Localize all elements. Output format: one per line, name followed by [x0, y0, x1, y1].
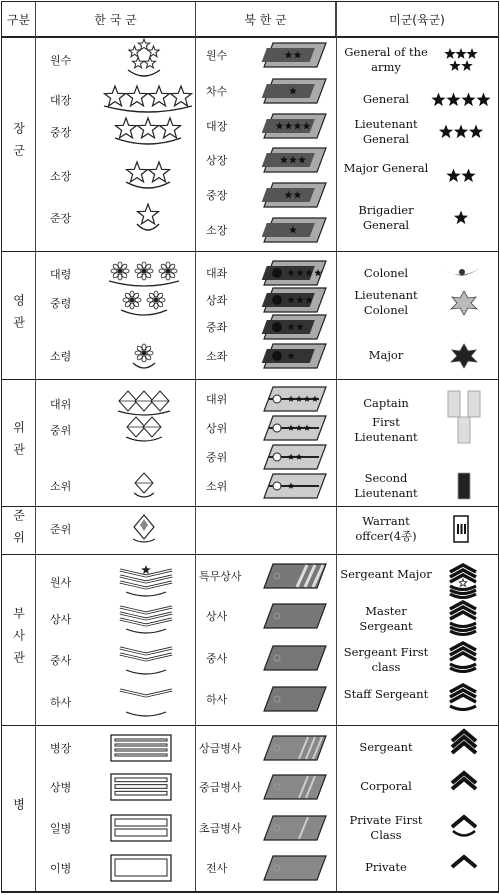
south-korea-rank-insignia	[110, 854, 172, 882]
south-korea-rank-label: 원수	[50, 54, 72, 67]
us-rank-insignia	[449, 342, 479, 370]
north-korea-rank-label: 상위	[206, 422, 228, 435]
us-rank-label: Private First Class	[349, 813, 423, 842]
us-rank-label: Captain	[363, 396, 409, 410]
north-korea-rank-label: 중급병사	[199, 781, 242, 794]
us-rank-label: Second Lieutenant	[354, 471, 418, 500]
south-korea-rank-label: 중장	[50, 126, 72, 139]
south-korea-rank-insignia	[100, 84, 196, 116]
south-korea-rank-label: 대장	[50, 94, 72, 107]
north-korea-rank-label: 소위	[206, 480, 228, 493]
north-korea-rank-insignia	[263, 78, 327, 104]
us-rank-insignia	[449, 289, 479, 317]
us-rank-insignia	[442, 264, 482, 284]
us-rank-insignia	[448, 566, 478, 598]
north-korea-rank-insignia	[263, 217, 327, 243]
us-rank-insignia	[428, 204, 494, 232]
us-rank-label: General	[362, 92, 410, 106]
north-korea-rank-insignia	[263, 314, 327, 340]
north-korea-rank-insignia	[263, 386, 327, 412]
us-rank-insignia	[444, 390, 484, 418]
north-korea-rank-label: 중장	[206, 189, 228, 202]
south-korea-rank-label: 상병	[50, 781, 72, 794]
north-korea-rank-insignia	[263, 343, 327, 369]
south-korea-rank-insignia	[122, 160, 174, 192]
us-rank-insignia	[450, 736, 478, 760]
south-korea-rank-label: 대위	[50, 398, 72, 411]
us-rank-label: Sergeant	[359, 740, 413, 754]
north-korea-rank-insignia	[263, 147, 327, 173]
us-rank-insignia	[453, 515, 469, 543]
north-korea-rank-label: 초급병사	[199, 822, 242, 835]
south-korea-rank-label: 중사	[50, 654, 72, 667]
us-rank-insignia	[428, 46, 494, 74]
south-korea-rank-label: 소장	[50, 170, 72, 183]
north-korea-rank-insignia	[263, 563, 327, 589]
south-korea-rank-insignia	[133, 202, 163, 234]
north-korea-rank-insignia	[263, 260, 327, 286]
north-korea-rank-label: 상좌	[206, 294, 228, 307]
us-rank-label: Lieutenant General	[354, 117, 418, 146]
south-korea-rank-insignia	[127, 341, 161, 371]
north-korea-rank-label: 전사	[206, 862, 228, 875]
us-rank-label: Master Sergeant	[359, 604, 413, 633]
us-rank-insignia	[428, 162, 494, 190]
us-rank-label: Private	[365, 860, 407, 874]
us-rank-insignia	[444, 416, 484, 444]
south-korea-rank-insignia	[116, 644, 176, 676]
us-rank-insignia	[450, 816, 478, 840]
section-category-label: 부사관	[11, 607, 26, 673]
section-category-label: 장군	[11, 121, 26, 166]
south-korea-rank-label: 중령	[50, 297, 72, 310]
south-korea-rank-label: 준장	[50, 212, 72, 225]
south-korea-rank-insignia	[111, 116, 185, 148]
north-korea-rank-insignia	[263, 444, 327, 470]
north-korea-rank-insignia	[263, 603, 327, 629]
south-korea-rank-label: 소령	[50, 350, 72, 363]
north-korea-rank-insignia	[263, 42, 327, 68]
us-rank-label: Corporal	[360, 779, 412, 793]
us-rank-insignia	[428, 118, 494, 146]
section-category-label: 위관	[11, 421, 26, 465]
north-korea-rank-insignia	[263, 815, 327, 841]
south-korea-rank-insignia	[120, 415, 168, 445]
us-rank-insignia	[444, 472, 484, 500]
section-category-label: 준위	[11, 508, 26, 553]
section-category-label: 영관	[11, 293, 26, 338]
south-korea-rank-label: 대령	[50, 268, 72, 281]
north-korea-rank-insignia	[263, 855, 327, 881]
us-rank-label: General of the army	[344, 45, 428, 74]
north-korea-rank-label: 대위	[206, 393, 228, 406]
north-korea-rank-insignia	[263, 686, 327, 712]
north-korea-rank-insignia	[263, 182, 327, 208]
south-korea-rank-insignia	[110, 814, 172, 842]
us-rank-insignia	[428, 86, 494, 114]
north-korea-rank-label: 차수	[206, 85, 228, 98]
south-korea-rank-insignia	[103, 259, 185, 289]
south-korea-rank-label: 하사	[50, 696, 72, 709]
us-rank-insignia	[450, 775, 478, 799]
rank-comparison-table	[1, 1, 499, 893]
north-korea-rank-label: 특무상사	[199, 570, 242, 583]
north-korea-rank-insignia	[263, 287, 327, 313]
south-korea-rank-label: 중위	[50, 424, 72, 437]
header-row	[2, 2, 498, 38]
south-korea-rank-insignia	[110, 734, 172, 762]
header-south-korea: 한 국 군	[36, 2, 196, 36]
north-korea-rank-label: 대장	[206, 120, 228, 133]
north-korea-rank-label: 중위	[206, 451, 228, 464]
south-korea-rank-label: 준위	[50, 523, 72, 536]
south-korea-rank-label: 병장	[50, 742, 72, 755]
us-rank-label: First Lieutenant	[354, 415, 418, 444]
north-korea-rank-insignia	[263, 113, 327, 139]
us-rank-insignia	[448, 603, 478, 635]
south-korea-rank-insignia	[130, 513, 158, 545]
north-korea-rank-insignia	[263, 735, 327, 761]
north-korea-rank-label: 소장	[206, 224, 228, 237]
us-rank-label: Sergeant First class	[343, 645, 429, 674]
north-korea-rank-label: 상장	[206, 154, 228, 167]
us-rank-insignia	[450, 856, 478, 880]
north-korea-rank-insignia	[263, 645, 327, 671]
header-north-korea: 북 한 군	[196, 2, 336, 36]
north-korea-rank-insignia	[263, 774, 327, 800]
south-korea-rank-label: 원사	[50, 576, 72, 589]
south-korea-rank-insignia	[116, 603, 176, 635]
header-category: 구분	[2, 2, 36, 36]
us-rank-label: Brigadier General	[358, 203, 414, 232]
south-korea-rank-label: 소위	[50, 480, 72, 493]
north-korea-rank-label: 중사	[206, 652, 228, 665]
north-korea-rank-label: 하사	[206, 693, 228, 706]
south-korea-rank-label: 이병	[50, 862, 72, 875]
south-korea-rank-insignia	[122, 40, 166, 80]
south-korea-rank-insignia	[128, 471, 160, 501]
north-korea-rank-label: 상급병사	[199, 742, 242, 755]
south-korea-rank-label: 상사	[50, 613, 72, 626]
south-korea-rank-label: 일병	[50, 822, 72, 835]
us-rank-label: Staff Sergeant	[343, 687, 429, 701]
us-rank-label: Colonel	[363, 266, 409, 280]
south-korea-rank-insignia	[110, 773, 172, 801]
south-korea-rank-insignia	[115, 288, 173, 318]
north-korea-rank-label: 중좌	[206, 321, 228, 334]
us-rank-label: Lieutenant Colonel	[354, 288, 418, 317]
us-rank-label: Sergeant Major	[340, 567, 432, 581]
us-rank-label: Major General	[343, 161, 429, 175]
north-korea-rank-label: 소좌	[206, 350, 228, 363]
south-korea-rank-insignia	[116, 566, 176, 598]
section-category-label: 병	[11, 797, 26, 820]
us-rank-insignia	[448, 644, 478, 676]
south-korea-rank-insignia	[116, 686, 176, 718]
us-rank-insignia	[448, 686, 478, 718]
us-rank-label: Major	[368, 348, 404, 362]
north-korea-rank-label: 대좌	[206, 267, 228, 280]
north-korea-rank-label: 상사	[206, 610, 228, 623]
north-korea-rank-label: 원수	[206, 49, 228, 62]
north-korea-rank-insignia	[263, 473, 327, 499]
header-us-army: 미군(육군)	[389, 12, 445, 27]
north-korea-rank-insignia	[263, 415, 327, 441]
us-rank-label: Warrant offcer(4종)	[355, 514, 417, 543]
